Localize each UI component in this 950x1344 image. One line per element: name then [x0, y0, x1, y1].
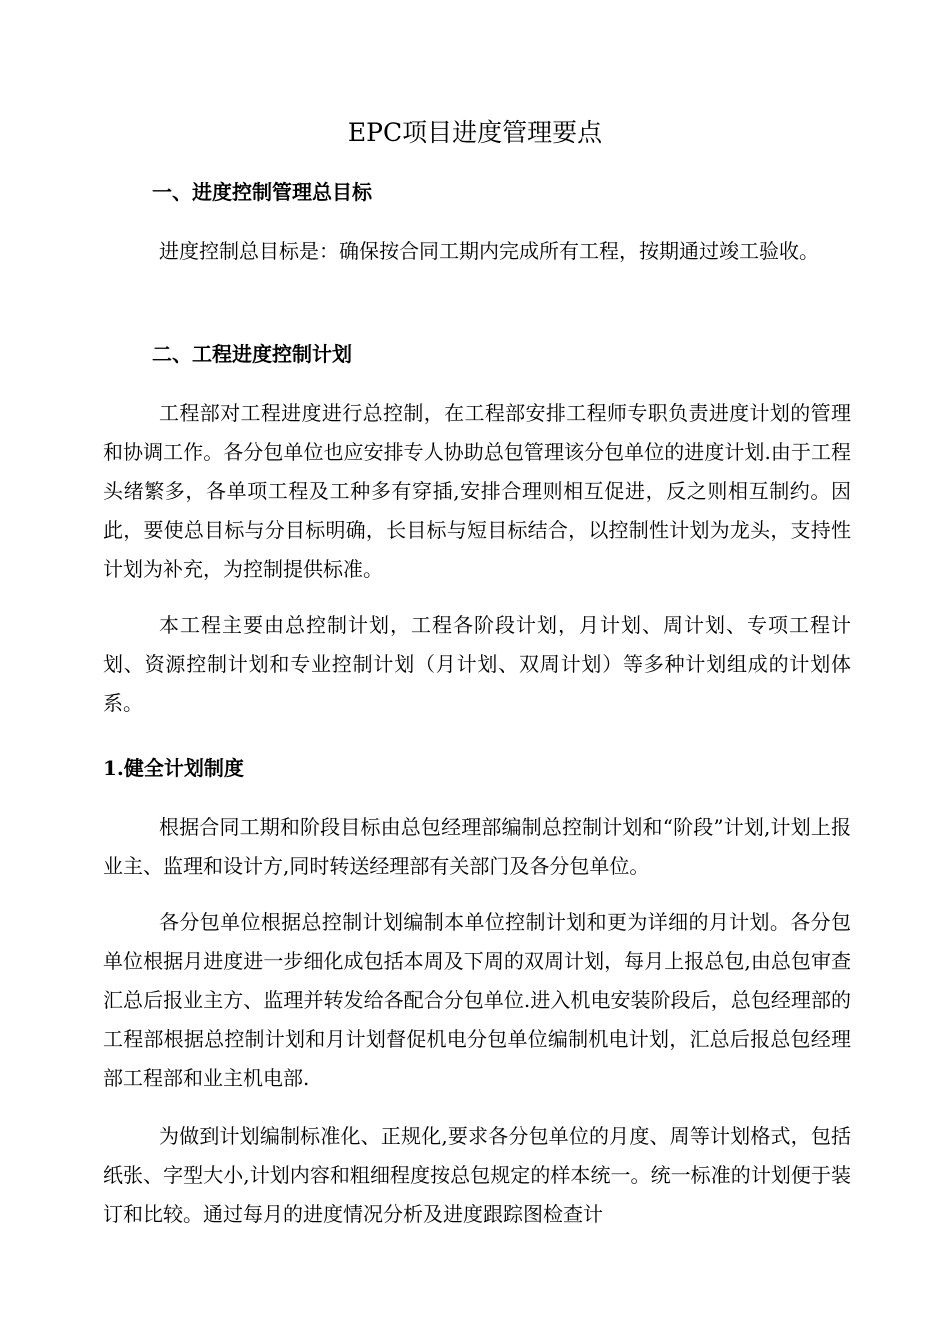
paragraph: 各分包单位根据总控制计划编制本单位控制计划和更为详细的月计划。各分包单位根据月进度进一步细化成包括本周及下周的双周计划，每月上报总包,由总包审查汇总后报业主方、监理并转发给各配合分包单位.进入机电安装阶段后，总包经理部的工程部根据总控制计划和月计划督促机电分包单位编制机电计划，汇总后报总包经理部工程部和业主机电部.	[103, 910, 851, 1090]
paragraph: 根据合同工期和阶段目标由总包经理部编制总控制计划和“阶段”计划,计划上报业主、监理和设计方,同时转送经理部有关部门及各分包单位。	[103, 815, 851, 878]
section-heading-3: 1.健全计划制度	[103, 756, 244, 780]
paragraph: 进度控制总目标是：确保按合同工期内完成所有工程，按期通过竣工验收。	[159, 239, 819, 263]
section-heading-1: 一、进度控制管理总目标	[152, 180, 372, 204]
paragraph: 为做到计划编制标准化、正规化,要求各分包单位的月度、周等计划格式，包括纸张、字型大小,计划内容和粗细程度按总包规定的样本统一。统一标准的计划便于装订和比较。通过每月的进度情况分析及进度跟踪图检查计	[103, 1124, 851, 1226]
document-title: EPC项目进度管理要点	[347, 118, 603, 147]
paragraph: 本工程主要由总控制计划，工程各阶段计划，月计划、周计划、专项工程计划、资源控制计划和专业控制计划（月计划、双周计划）等多种计划组成的计划体系。	[103, 613, 851, 715]
section-heading-2: 二、工程进度控制计划	[152, 342, 352, 366]
paragraph: 工程部对工程进度进行总控制，在工程部安排工程师专职负责进度计划的管理和协调工作。各分包单位也应安排专人协助总包管理该分包单位的进度计划.由于工程头绪繁多，各单项工程及工种多有穿插,安排合理则相互促进，反之则相互制约。因此，要使总目标与分目标明确，长目标与短目标结合，以控制性计划为龙头，支持性计划为补充，为控制提供标准。	[103, 401, 851, 581]
